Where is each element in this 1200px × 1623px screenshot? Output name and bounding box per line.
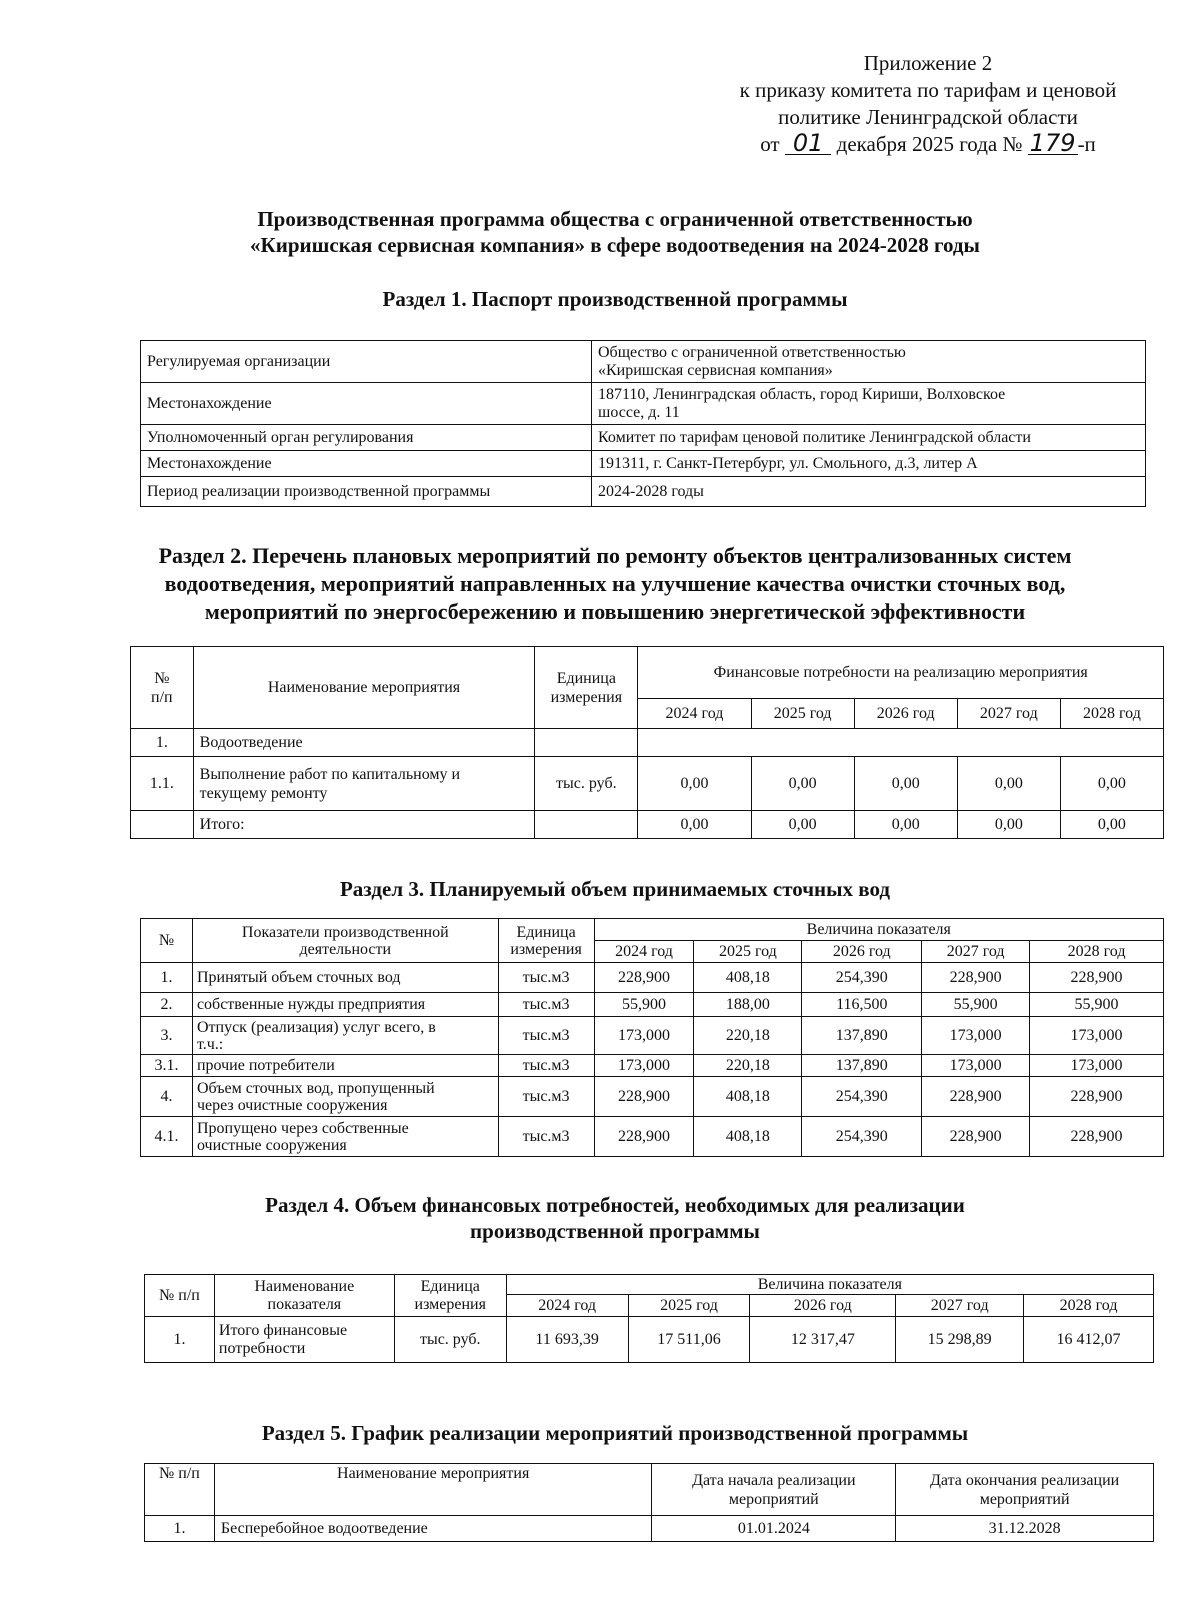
- row-num: 1.: [141, 963, 193, 993]
- document-title-line-1: Производственная программа общества с ограниченной ответственностью: [257, 207, 973, 231]
- row-value: 408,18: [694, 1077, 802, 1117]
- section5-heading: Раздел 5. График реализации мероприятий производственной программы: [261, 1421, 969, 1445]
- row-value: 0,00: [1060, 811, 1163, 839]
- row-value: 173,000: [922, 1055, 1030, 1077]
- passport-value: [592, 341, 1146, 383]
- col-num-header: № п/п: [145, 1275, 215, 1317]
- year-header: 2024 год: [506, 1295, 628, 1317]
- passport-value-line: шоссе, д. 11: [598, 403, 680, 421]
- appendix-header: [708, 50, 1148, 158]
- section2-heading-line: мероприятий по энергосбережению и повышению энергетической эффективности: [204, 599, 1026, 624]
- col-num-header: [131, 647, 194, 729]
- row-value: 55,900: [594, 993, 694, 1017]
- year-header: 2027 год: [896, 1295, 1024, 1317]
- row-name: прочие потребители: [192, 1055, 498, 1077]
- section3-heading: Раздел 3. Планируемый объем принимаемых сточных вод: [339, 877, 891, 901]
- table-header-row: [141, 919, 1164, 941]
- table-row: [145, 1516, 1154, 1542]
- row-end-date: 31.12.2028: [896, 1516, 1154, 1542]
- row-value: 12 317,47: [750, 1317, 896, 1363]
- header-text: Дата начала реализации: [692, 1471, 856, 1489]
- table-row: [141, 963, 1164, 993]
- col-value-header: Величина показателя: [506, 1275, 1153, 1295]
- row-unit: [535, 811, 638, 839]
- row-name: [214, 1317, 394, 1363]
- row-value: 137,890: [802, 1055, 922, 1077]
- financial-needs-table: [144, 1274, 1154, 1363]
- row-name: [193, 757, 535, 811]
- row-value: 228,900: [922, 1077, 1030, 1117]
- row-name-line: Итого финансовые: [218, 1321, 348, 1339]
- passport-value-line: «Киришская сервисная компания»: [598, 361, 833, 379]
- row-value: 228,900: [922, 1117, 1030, 1157]
- row-value: 0,00: [751, 811, 854, 839]
- passport-key: Местонахождение: [141, 383, 592, 425]
- row-value: 173,000: [1030, 1017, 1164, 1055]
- row-name-line: Пропущено через собственные: [196, 1119, 409, 1137]
- header-text: Единица: [516, 923, 576, 941]
- appendix-month-year: декабря 2025 года №: [836, 132, 1023, 156]
- row-value: 0,00: [957, 811, 1060, 839]
- appendix-from: от: [760, 132, 780, 156]
- appendix-region-line: политике Ленинградской области: [778, 105, 1078, 129]
- header-text: мероприятий: [728, 1490, 819, 1508]
- row-name: Итого:: [193, 811, 535, 839]
- row-name-line: Выполнение работ по капитальному и: [199, 765, 461, 783]
- row-value: 17 511,06: [628, 1317, 750, 1363]
- col-unit-header: [498, 919, 594, 963]
- row-value: 254,390: [802, 1077, 922, 1117]
- section4-heading-line: Раздел 4. Объем финансовых потребностей, необходимых для реализации: [265, 1193, 965, 1217]
- row-value: 16 412,07: [1024, 1317, 1154, 1363]
- appendix-title: Приложение 2: [863, 51, 993, 75]
- year-header: 2024 год: [594, 941, 694, 963]
- row-value: 228,900: [1030, 963, 1164, 993]
- col-name-header: [214, 1275, 394, 1317]
- row-name: [192, 1077, 498, 1117]
- row-value: 254,390: [802, 1117, 922, 1157]
- handwritten-order-number: 179: [1029, 129, 1076, 157]
- row-value: 0,00: [751, 757, 854, 811]
- document-title-line-2: «Киришская сервисная компания» в сфере водоотведения на 2024-2028 годы: [250, 233, 980, 257]
- passport-value-line: Общество с ограниченной ответственностью: [598, 343, 906, 361]
- section4-heading-line: производственной программы: [470, 1219, 760, 1243]
- measures-table: [130, 646, 1164, 839]
- table-row: [141, 477, 1146, 507]
- passport-key: Уполномоченный орган регулирования: [141, 425, 592, 451]
- row-unit: тыс. руб.: [394, 1317, 506, 1363]
- row-value: 408,18: [694, 963, 802, 993]
- row-value: 228,900: [594, 963, 694, 993]
- row-empty: [638, 729, 1164, 757]
- header-text: Единица: [420, 1277, 480, 1295]
- appendix-date-line: [708, 131, 1148, 158]
- passport-value-line: 187110, Ленинградская область, город Кириши, Волховское: [598, 385, 1006, 403]
- table-row: [141, 1017, 1164, 1055]
- row-unit: тыс.м3: [498, 963, 594, 993]
- section2-heading-line: водоотведения, мероприятий направленных на улучшение качества очистки сточных вод,: [164, 571, 1066, 596]
- year-header: 2025 год: [628, 1295, 750, 1317]
- appendix-order-line: к приказу комитета по тарифам и ценовой: [739, 78, 1117, 102]
- table-row: [145, 1317, 1154, 1363]
- table-row: [141, 993, 1164, 1017]
- row-value: 220,18: [694, 1017, 802, 1055]
- passport-key: Период реализации производственной программы: [141, 477, 592, 507]
- row-num: 1.1.: [131, 757, 194, 811]
- table-header-row: [145, 1275, 1154, 1295]
- col-name-header: Наименование мероприятия: [214, 1464, 652, 1516]
- row-name-line: очистные сооружения: [196, 1136, 347, 1154]
- row-value: 228,900: [594, 1077, 694, 1117]
- year-header: 2025 год: [751, 699, 854, 729]
- row-name-line: через очистные сооружения: [196, 1096, 388, 1114]
- table-row: [131, 757, 1164, 811]
- header-text: измерения: [550, 688, 623, 706]
- row-value: 228,900: [1030, 1077, 1164, 1117]
- row-num: 1.: [145, 1317, 215, 1363]
- row-value: 0,00: [854, 811, 957, 839]
- passport-value: Комитет по тарифам ценовой политике Ленинградской области: [592, 425, 1146, 451]
- row-unit: тыс.м3: [498, 993, 594, 1017]
- table-total-row: [131, 811, 1164, 839]
- col-fin-header: Финансовые потребности на реализацию мероприятия: [638, 647, 1164, 699]
- header-text: п/п: [151, 688, 173, 706]
- row-value: 15 298,89: [896, 1317, 1024, 1363]
- section2-heading: [120, 542, 1110, 626]
- row-name-line: потребности: [218, 1339, 306, 1357]
- table-header-row: [145, 1464, 1154, 1516]
- col-name-header: Наименование мероприятия: [193, 647, 535, 729]
- row-unit: тыс. руб.: [535, 757, 638, 811]
- row-name-line: т.ч.:: [196, 1035, 224, 1053]
- row-unit: тыс.м3: [498, 1117, 594, 1157]
- header-text: измерения: [414, 1295, 486, 1313]
- row-unit: тыс.м3: [498, 1017, 594, 1055]
- row-start-date: 01.01.2024: [652, 1516, 896, 1542]
- header-text: №: [154, 669, 170, 687]
- year-header: 2028 год: [1060, 699, 1163, 729]
- table-row: [141, 1077, 1164, 1117]
- row-value: 11 693,39: [506, 1317, 628, 1363]
- year-header: 2027 год: [957, 699, 1060, 729]
- year-header: 2024 год: [638, 699, 751, 729]
- row-value: 228,900: [922, 963, 1030, 993]
- appendix-suffix: -п: [1077, 132, 1096, 156]
- row-value: 173,000: [922, 1017, 1030, 1055]
- row-value: 228,900: [1030, 1117, 1164, 1157]
- table-row: [141, 1055, 1164, 1077]
- col-end-header: [896, 1464, 1154, 1516]
- row-num: 3.1.: [141, 1055, 193, 1077]
- row-value: 173,000: [1030, 1055, 1164, 1077]
- year-header: 2026 год: [750, 1295, 896, 1317]
- col-unit-header: [394, 1275, 506, 1317]
- row-name: [192, 1017, 498, 1055]
- passport-value: [592, 383, 1146, 425]
- row-name: Бесперебойное водоотведение: [214, 1516, 652, 1542]
- row-unit: тыс.м3: [498, 1055, 594, 1077]
- schedule-table: [144, 1463, 1154, 1542]
- table-row: [141, 451, 1146, 477]
- document-title: [140, 206, 1090, 258]
- row-num: 3.: [141, 1017, 193, 1055]
- table-header-row: [131, 647, 1164, 699]
- row-value: 408,18: [694, 1117, 802, 1157]
- passport-value: 2024-2028 годы: [592, 477, 1146, 507]
- table-row: [141, 341, 1146, 383]
- year-header: 2027 год: [922, 941, 1030, 963]
- row-unit: [535, 729, 638, 757]
- passport-table: [140, 340, 1146, 507]
- year-header: 2026 год: [854, 699, 957, 729]
- row-value: 0,00: [638, 811, 751, 839]
- row-name-line: Отпуск (реализация) услуг всего, в: [196, 1018, 436, 1036]
- row-value: 173,000: [594, 1017, 694, 1055]
- passport-key: Местонахождение: [141, 451, 592, 477]
- header-text: Единица: [556, 669, 616, 687]
- col-indicator-header: [192, 919, 498, 963]
- passport-key: Регулируемая организации: [141, 341, 592, 383]
- header-text: Дата окончания реализации: [929, 1471, 1120, 1489]
- table-row: [141, 1117, 1164, 1157]
- row-name: собственные нужды предприятия: [192, 993, 498, 1017]
- row-value: 188,00: [694, 993, 802, 1017]
- table-row: [141, 383, 1146, 425]
- header-text: мероприятий: [979, 1490, 1070, 1508]
- col-num-header: №: [141, 919, 193, 963]
- row-name-line: Объем сточных вод, пропущенный: [196, 1079, 435, 1097]
- row-num: 1.: [131, 729, 194, 757]
- row-value: 0,00: [1060, 757, 1163, 811]
- row-name-line: текущему ремонту: [199, 784, 328, 802]
- row-value: 137,890: [802, 1017, 922, 1055]
- row-num: 1.: [145, 1516, 215, 1542]
- year-header: 2028 год: [1030, 941, 1164, 963]
- row-value: 0,00: [957, 757, 1060, 811]
- header-text: показателя: [267, 1295, 342, 1313]
- row-value: 55,900: [922, 993, 1030, 1017]
- table-row: [131, 729, 1164, 757]
- col-unit-header: [535, 647, 638, 729]
- section2-heading-line: Раздел 2. Перечень плановых мероприятий по ремонту объектов централизованных систем: [158, 543, 1072, 568]
- row-num: 4.: [141, 1077, 193, 1117]
- row-value: 55,900: [1030, 993, 1164, 1017]
- row-value: 228,900: [594, 1117, 694, 1157]
- col-value-header: Величина показателя: [594, 919, 1163, 941]
- year-header: 2026 год: [802, 941, 922, 963]
- row-value: 0,00: [854, 757, 957, 811]
- year-header: 2028 год: [1024, 1295, 1154, 1317]
- row-value: 254,390: [802, 963, 922, 993]
- header-text: измерения: [510, 940, 582, 958]
- passport-value: 191311, г. Санкт-Петербург, ул. Смольного, д.3, литер А: [592, 451, 1146, 477]
- row-name: Принятый объем сточных вод: [192, 963, 498, 993]
- section4-heading: [140, 1192, 1090, 1244]
- table-row: [141, 425, 1146, 451]
- header-text: деятельности: [299, 940, 392, 958]
- row-value: 220,18: [694, 1055, 802, 1077]
- row-value: 116,500: [802, 993, 922, 1017]
- col-num-header: № п/п: [145, 1464, 215, 1516]
- handwritten-day: 01: [785, 132, 832, 155]
- row-value: 0,00: [638, 757, 751, 811]
- row-name: Водоотведение: [193, 729, 535, 757]
- row-num: 2.: [141, 993, 193, 1017]
- header-text: Наименование: [254, 1277, 355, 1295]
- row-num: 4.1.: [141, 1117, 193, 1157]
- row-value: 173,000: [594, 1055, 694, 1077]
- year-header: 2025 год: [694, 941, 802, 963]
- row-unit: тыс.м3: [498, 1077, 594, 1117]
- row-name: [192, 1117, 498, 1157]
- row-num: [131, 811, 194, 839]
- section1-heading: Раздел 1. Паспорт производственной программы: [382, 287, 848, 311]
- col-start-header: [652, 1464, 896, 1516]
- header-text: Показатели производственной: [241, 923, 449, 941]
- wastewater-volume-table: [140, 918, 1164, 1157]
